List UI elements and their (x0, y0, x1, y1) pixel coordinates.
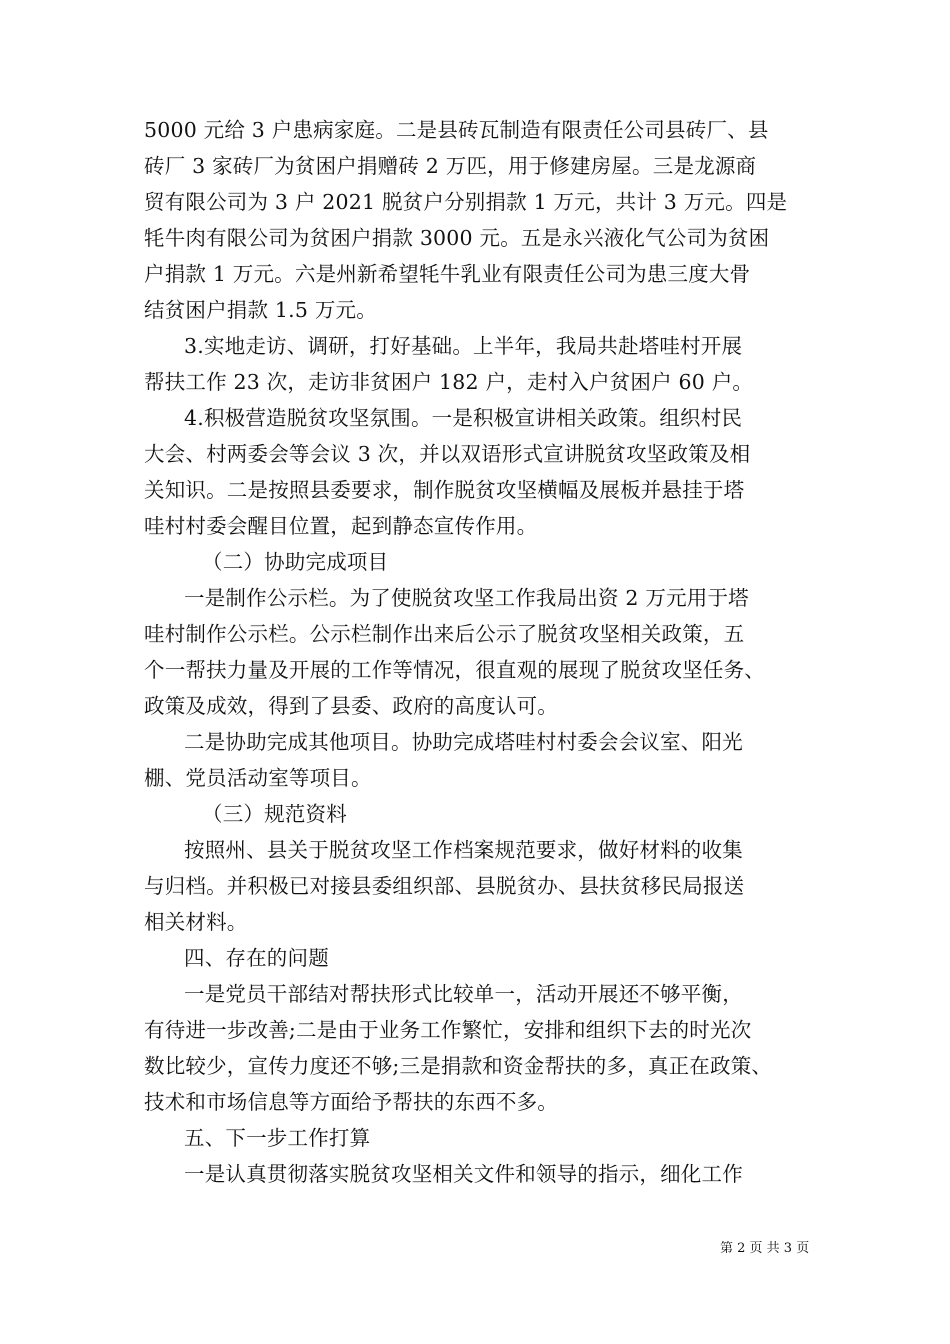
text-line: 棚、党员活动室等项目。 (144, 766, 372, 790)
text-line: 相关材料。 (144, 910, 248, 934)
text-line: 数比较少，宣传力度还不够;三是捐款和资金帮扶的多，真正在政策、 (144, 1054, 773, 1078)
text-line: 5000 元给 3 户患病家庭。二是县砖瓦制造有限责任公司县砖厂、县 (144, 118, 769, 142)
text-line: 大会、村两委会等会议 3 次，并以双语形式宣讲脱贫攻坚政策及相 (144, 442, 751, 466)
paragraph-start-line: 3.实地走访、调研，打好基础。上半年，我局共赴塔哇村开展 (184, 334, 743, 358)
paragraph-start-line: 一是制作公示栏。为了使脱贫攻坚工作我局出资 2 万元用于塔 (184, 586, 749, 610)
text-line: 砖厂 3 家砖厂为贫困户捐赠砖 2 万匹，用于修建房屋。三是龙源商 (144, 154, 757, 178)
section-heading: 四、存在的问题 (184, 946, 329, 970)
text-line: 牦牛肉有限公司为贫困户捐款 3000 元。五是永兴液化气公司为贫困 (144, 226, 770, 250)
section-heading: （二）协助完成项目 (202, 550, 389, 574)
text-line: 结贫困户捐款 1.5 万元。 (144, 298, 377, 322)
page-number-footer: 第 2 页 共 3 页 (720, 1241, 810, 1256)
text-line: 技术和市场信息等方面给予帮扶的东西不多。 (144, 1090, 558, 1114)
text-line: 有待进一步改善;二是由于业务工作繁忙，安排和组织下去的时光次 (144, 1018, 752, 1042)
section-heading: （三）规范资料 (202, 802, 347, 826)
paragraph-start-line: 一是党员干部结对帮扶形式比较单一，活动开展还不够平衡， (184, 982, 743, 1006)
section-heading: 五、下一步工作打算 (184, 1126, 371, 1150)
paragraph-start-line: 4.积极营造脱贫攻坚氛围。一是积极宣讲相关政策。组织村民 (184, 406, 743, 430)
text-line: 户捐款 1 万元。六是州新希望牦牛乳业有限责任公司为患三度大骨 (144, 262, 751, 286)
text-line: 政策及成效，得到了县委、政府的高度认可。 (144, 694, 558, 718)
paragraph-start-line: 二是协助完成其他项目。协助完成塔哇村村委会会议室、阳光 (184, 730, 743, 754)
text-line: 哇村村委会醒目位置，起到静态宣传作用。 (144, 514, 538, 538)
document-body (144, 112, 820, 1192)
text-line: 关知识。二是按照县委要求，制作脱贫攻坚横幅及展板并悬挂于塔 (144, 478, 745, 502)
text-line: 个一帮扶力量及开展的工作等情况，很直观的展现了脱贫攻坚任务、 (144, 658, 765, 682)
paragraph-start-line: 按照州、县关于脱贫攻坚工作档案规范要求，做好材料的收集 (184, 838, 743, 862)
text-line: 帮扶工作 23 次，走访非贫困户 182 户，走村入户贫困户 60 户。 (144, 370, 754, 394)
text-line: 哇村制作公示栏。公示栏制作出来后公示了脱贫攻坚相关政策，五 (144, 622, 745, 646)
text-line: 贸有限公司为 3 户 2021 脱贫户分别捐款 1 万元，共计 3 万元。四是 (144, 190, 788, 214)
paragraph-start-line: 一是认真贯彻落实脱贫攻坚相关文件和领导的指示，细化工作 (184, 1162, 743, 1186)
text-line: 与归档。并积极已对接县委组织部、县脱贫办、县扶贫移民局报送 (144, 874, 745, 898)
